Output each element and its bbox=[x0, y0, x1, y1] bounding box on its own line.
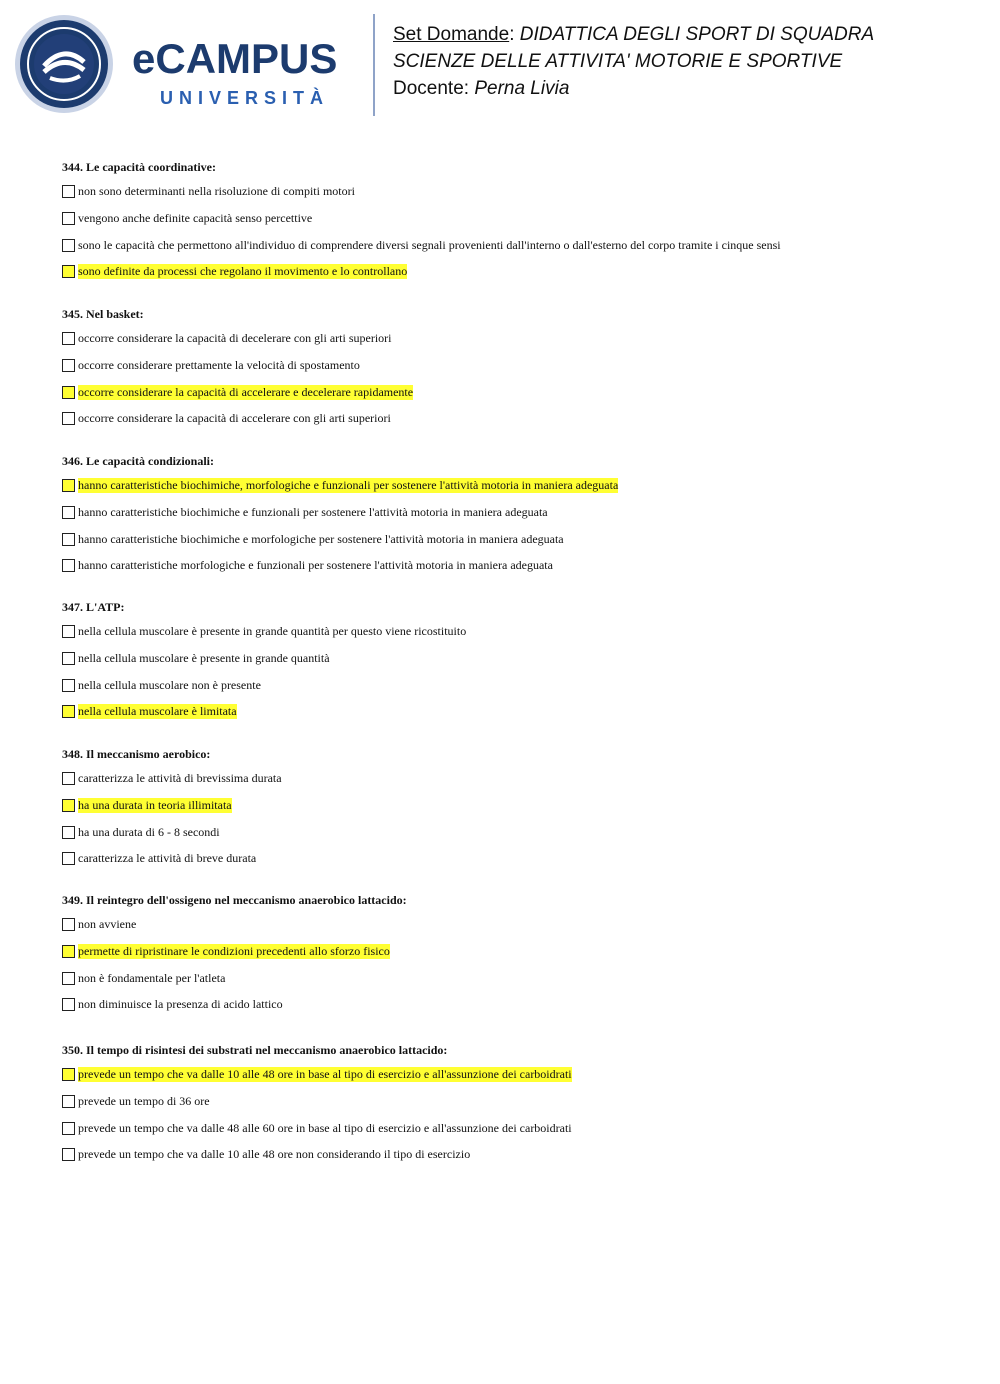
teacher-name: Perna Livia bbox=[474, 78, 570, 99]
checkbox[interactable] bbox=[62, 479, 75, 492]
checkbox[interactable] bbox=[62, 412, 75, 425]
page-header bbox=[0, 0, 1000, 130]
answer-text: hanno caratteristiche biochimiche e funzionali per sostenere l'attività motoria in maniera adeguata bbox=[78, 505, 548, 519]
checkbox[interactable] bbox=[62, 265, 75, 278]
answer-option[interactable] bbox=[62, 851, 256, 866]
question-title: 346. Le capacità condizionali: bbox=[62, 454, 214, 468]
answer-option[interactable] bbox=[62, 532, 564, 547]
checkbox[interactable] bbox=[62, 332, 75, 345]
answer-option[interactable] bbox=[62, 385, 413, 400]
answer-text: ha una durata in teoria illimitata bbox=[78, 798, 232, 812]
answer-option[interactable] bbox=[62, 411, 391, 426]
checkbox[interactable] bbox=[62, 918, 75, 931]
answer-option[interactable] bbox=[62, 184, 355, 199]
answer-option[interactable] bbox=[62, 331, 392, 346]
answer-text: non diminuisce la presenza di acido lattico bbox=[78, 997, 283, 1011]
checkbox[interactable] bbox=[62, 1148, 75, 1161]
answer-option[interactable] bbox=[62, 1121, 572, 1136]
set-title: DIDATTICA DEGLI SPORT DI SQUADRA bbox=[519, 24, 875, 45]
question-title: 345. Nel basket: bbox=[62, 307, 144, 321]
checkbox[interactable] bbox=[62, 386, 75, 399]
answer-option[interactable] bbox=[62, 771, 282, 786]
answer-option[interactable] bbox=[62, 478, 618, 493]
set-separator: : bbox=[509, 24, 520, 45]
header-divider bbox=[373, 14, 375, 116]
checkbox[interactable] bbox=[62, 1068, 75, 1081]
teacher-line bbox=[393, 78, 569, 100]
answer-option[interactable] bbox=[62, 971, 225, 986]
answer-option[interactable] bbox=[62, 997, 283, 1012]
answer-option[interactable] bbox=[62, 651, 330, 666]
checkbox[interactable] bbox=[62, 799, 75, 812]
answer-text: hanno caratteristiche biochimiche e morfologiche per sostenere l'attività motoria in maniera adeguata bbox=[78, 532, 564, 546]
answer-option[interactable] bbox=[62, 678, 261, 693]
answer-text: vengono anche definite capacità senso percettive bbox=[78, 211, 313, 225]
answer-text: nella cellula muscolare è presente in grande quantità bbox=[78, 651, 330, 665]
checkbox[interactable] bbox=[62, 559, 75, 572]
checkbox[interactable] bbox=[62, 826, 75, 839]
question-title: 344. Le capacità coordinative: bbox=[62, 160, 216, 174]
answer-text: occorre considerare la capacità di accelerare con gli arti superiori bbox=[78, 411, 391, 425]
answer-text: prevede un tempo che va dalle 10 alle 48 ore non considerando il tipo di esercizio bbox=[78, 1147, 471, 1161]
answer-text: prevede un tempo che va dalle 10 alle 48 ore in base al tipo di esercizio e all'assunzione dei carboidrati bbox=[78, 1067, 572, 1081]
answer-text: occorre considerare prettamente la velocità di spostamento bbox=[78, 358, 360, 372]
brand-subtitle: UNIVERSITÀ bbox=[160, 88, 330, 108]
answer-option[interactable] bbox=[62, 917, 136, 932]
answer-text: caratterizza le attività di breve durata bbox=[78, 851, 257, 865]
checkbox[interactable] bbox=[62, 185, 75, 198]
answer-text: non avviene bbox=[78, 917, 137, 931]
answer-text: prevede un tempo che va dalle 48 alle 60 ore in base al tipo di esercizio e all'assunzione dei carboidrati bbox=[78, 1121, 572, 1135]
question-title: 349. Il reintegro dell'ossigeno nel meccanismo anaerobico lattacido: bbox=[62, 893, 407, 907]
checkbox[interactable] bbox=[62, 212, 75, 225]
checkbox[interactable] bbox=[62, 945, 75, 958]
answer-text: nella cellula muscolare è presente in grande quantità per questo viene ricostituito bbox=[78, 624, 467, 638]
brand-name: eCAMPUS bbox=[132, 35, 338, 82]
ecampus-logo-icon bbox=[14, 14, 114, 114]
checkbox[interactable] bbox=[62, 652, 75, 665]
question-title: 347. L'ATP: bbox=[62, 600, 125, 614]
answer-option[interactable] bbox=[62, 238, 781, 253]
checkbox[interactable] bbox=[62, 972, 75, 985]
answer-option[interactable] bbox=[62, 358, 360, 373]
checkbox[interactable] bbox=[62, 533, 75, 546]
answer-text: sono le capacità che permettono all'individuo di comprendere diversi segnali provenienti dall'interno o dall'esterno del corpo tramite i cinque sensi bbox=[78, 238, 781, 252]
answer-option[interactable] bbox=[62, 264, 407, 279]
checkbox[interactable] bbox=[62, 1095, 75, 1108]
question-title: 350. Il tempo di risintesi dei substrati nel meccanismo anaerobico lattacido: bbox=[62, 1043, 448, 1057]
set-label: Set Domande bbox=[393, 24, 510, 45]
answer-text: sono definite da processi che regolano il movimento e lo controllano bbox=[78, 264, 408, 278]
course-title: SCIENZE DELLE ATTIVITA' MOTORIE E SPORTIVE bbox=[393, 51, 843, 72]
checkbox[interactable] bbox=[62, 852, 75, 865]
checkbox[interactable] bbox=[62, 625, 75, 638]
checkbox[interactable] bbox=[62, 239, 75, 252]
checkbox[interactable] bbox=[62, 506, 75, 519]
answer-option[interactable] bbox=[62, 704, 237, 719]
question-title: 348. Il meccanismo aerobico: bbox=[62, 747, 211, 761]
set-line bbox=[393, 24, 874, 46]
answer-text: caratterizza le attività di brevissima durata bbox=[78, 771, 282, 785]
answer-option[interactable] bbox=[62, 944, 390, 959]
answer-text: prevede un tempo di 36 ore bbox=[78, 1094, 210, 1108]
checkbox[interactable] bbox=[62, 998, 75, 1011]
answer-text: non è fondamentale per l'atleta bbox=[78, 971, 226, 985]
answer-text: ha una durata di 6 - 8 secondi bbox=[78, 825, 220, 839]
answer-option[interactable] bbox=[62, 505, 548, 520]
answer-option[interactable] bbox=[62, 211, 312, 226]
answer-text: nella cellula muscolare è limitata bbox=[78, 704, 237, 718]
answer-option[interactable] bbox=[62, 1147, 470, 1162]
answer-option[interactable] bbox=[62, 825, 220, 840]
checkbox[interactable] bbox=[62, 1122, 75, 1135]
checkbox[interactable] bbox=[62, 705, 75, 718]
answer-text: occorre considerare la capacità di decelerare con gli arti superiori bbox=[78, 331, 392, 345]
answer-text: occorre considerare la capacità di accelerare e decelerare rapidamente bbox=[78, 385, 414, 399]
answer-option[interactable] bbox=[62, 1067, 572, 1082]
course-line bbox=[393, 51, 842, 73]
answer-text: hanno caratteristiche biochimiche, morfologiche e funzionali per sostenere l'attività motoria in maniera adeguata bbox=[78, 478, 619, 492]
answer-option[interactable] bbox=[62, 798, 232, 813]
answer-option[interactable] bbox=[62, 1094, 210, 1109]
answer-text: permette di ripristinare le condizioni precedenti allo sforzo fisico bbox=[78, 944, 390, 958]
answer-text: non sono determinanti nella risoluzione di compiti motori bbox=[78, 184, 355, 198]
teacher-label: Docente: bbox=[393, 78, 475, 99]
checkbox[interactable] bbox=[62, 359, 75, 372]
answer-option[interactable] bbox=[62, 624, 466, 639]
answer-option[interactable] bbox=[62, 558, 553, 573]
answer-text: hanno caratteristiche morfologiche e funzionali per sostenere l'attività motoria in maniera adeguata bbox=[78, 558, 553, 572]
checkbox[interactable] bbox=[62, 772, 75, 785]
checkbox[interactable] bbox=[62, 679, 75, 692]
answer-text: nella cellula muscolare non è presente bbox=[78, 678, 261, 692]
